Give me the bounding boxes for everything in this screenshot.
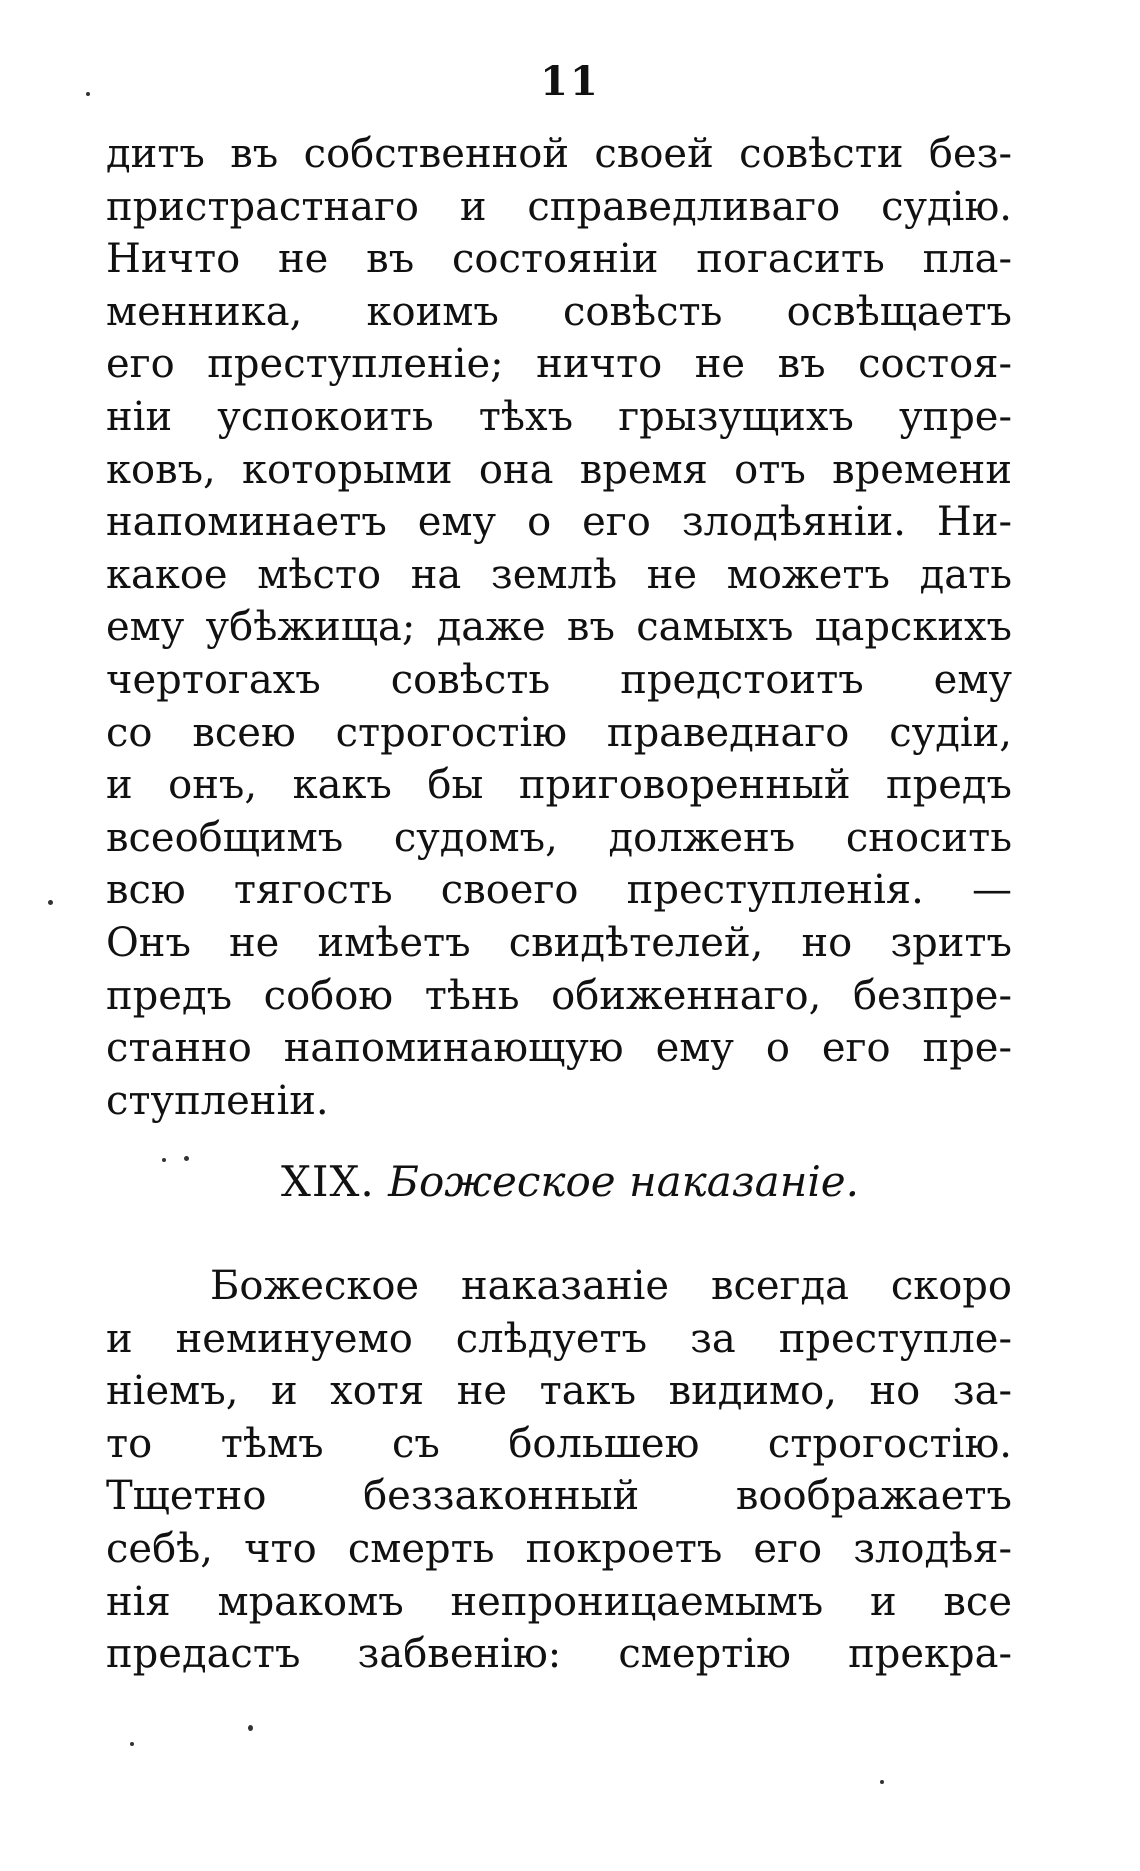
text-line: всеобщимъ судомъ, долженъ сносить (106, 814, 1012, 861)
text-line: предастъ забвенію: смертію прекра- (106, 1631, 1012, 1678)
text-line: Божеское наказаніе всегда скоро (210, 1263, 1012, 1309)
text-line: то тѣмъ съ большею строгостію. (106, 1420, 1012, 1467)
text-line: менника, коимъ совѣсть освѣщаетъ (106, 288, 1012, 335)
text-line: ступленіи. (106, 1077, 329, 1124)
text-line: ему убѣжища; даже въ самыхъ царскихъ (106, 604, 1012, 651)
text-line: какое мѣсто на землѣ не можетъ дать (106, 551, 1012, 598)
page-number: 11 (540, 58, 600, 105)
scan-speck (48, 900, 53, 905)
scan-speck (130, 1742, 134, 1746)
paragraph-2 (106, 1260, 1012, 1681)
text-line: и неминуемо слѣдуетъ за преступле- (106, 1315, 1012, 1362)
text-line: со всею строгостію праведнаго судіи, (106, 709, 1012, 756)
paragraph-1 (106, 128, 1012, 1127)
text-line: дитъ въ собственной своей совѣсти без- (106, 131, 1012, 177)
text-line: Онъ не имѣетъ свидѣтелей, но зритъ (106, 919, 1012, 966)
scan-speck (880, 1780, 884, 1784)
text-line: себѣ, что смерть покроетъ его злодѣя- (106, 1525, 1012, 1572)
text-line: пристрастнаго и справедливаго судію. (106, 183, 1012, 230)
scan-speck (184, 1156, 189, 1161)
text-line: его преступленіе; ничто не въ состоя- (106, 341, 1012, 388)
scan-speck (86, 92, 90, 96)
text-line: станно напоминающую ему о его пре- (106, 1025, 1012, 1072)
section-heading (0, 1154, 1140, 1210)
text-line: Ничто не въ состояніи погасить пла- (106, 236, 1012, 283)
section-number: XIX. (280, 1157, 375, 1206)
text-line: предъ собою тѣнь обиженнаго, безпре- (106, 972, 1012, 1019)
text-line: ковъ, которыми она время отъ времени (106, 446, 1012, 493)
text-line: ніемъ, и хотя не такъ видимо, но за- (106, 1368, 1012, 1415)
text-line: и онъ, какъ бы приговоренный предъ (106, 762, 1012, 809)
scan-speck (248, 1725, 253, 1731)
text-line: чертогахъ совѣсть предстоитъ ему (106, 656, 1012, 703)
scan-speck (162, 1158, 166, 1162)
section-title: Божеское наказаніе. (388, 1157, 860, 1206)
text-line: нія мракомъ непроницаемымъ и все (106, 1578, 1012, 1625)
text-line: Тщетно беззаконный воображаетъ (106, 1473, 1012, 1520)
text-line: напоминаетъ ему о его злодѣяніи. Ни- (106, 499, 1012, 546)
text-line: ніи успокоить тѣхъ грызущихъ упре- (106, 393, 1012, 440)
text-line: всю тягость своего преступленія. — (106, 867, 1012, 914)
